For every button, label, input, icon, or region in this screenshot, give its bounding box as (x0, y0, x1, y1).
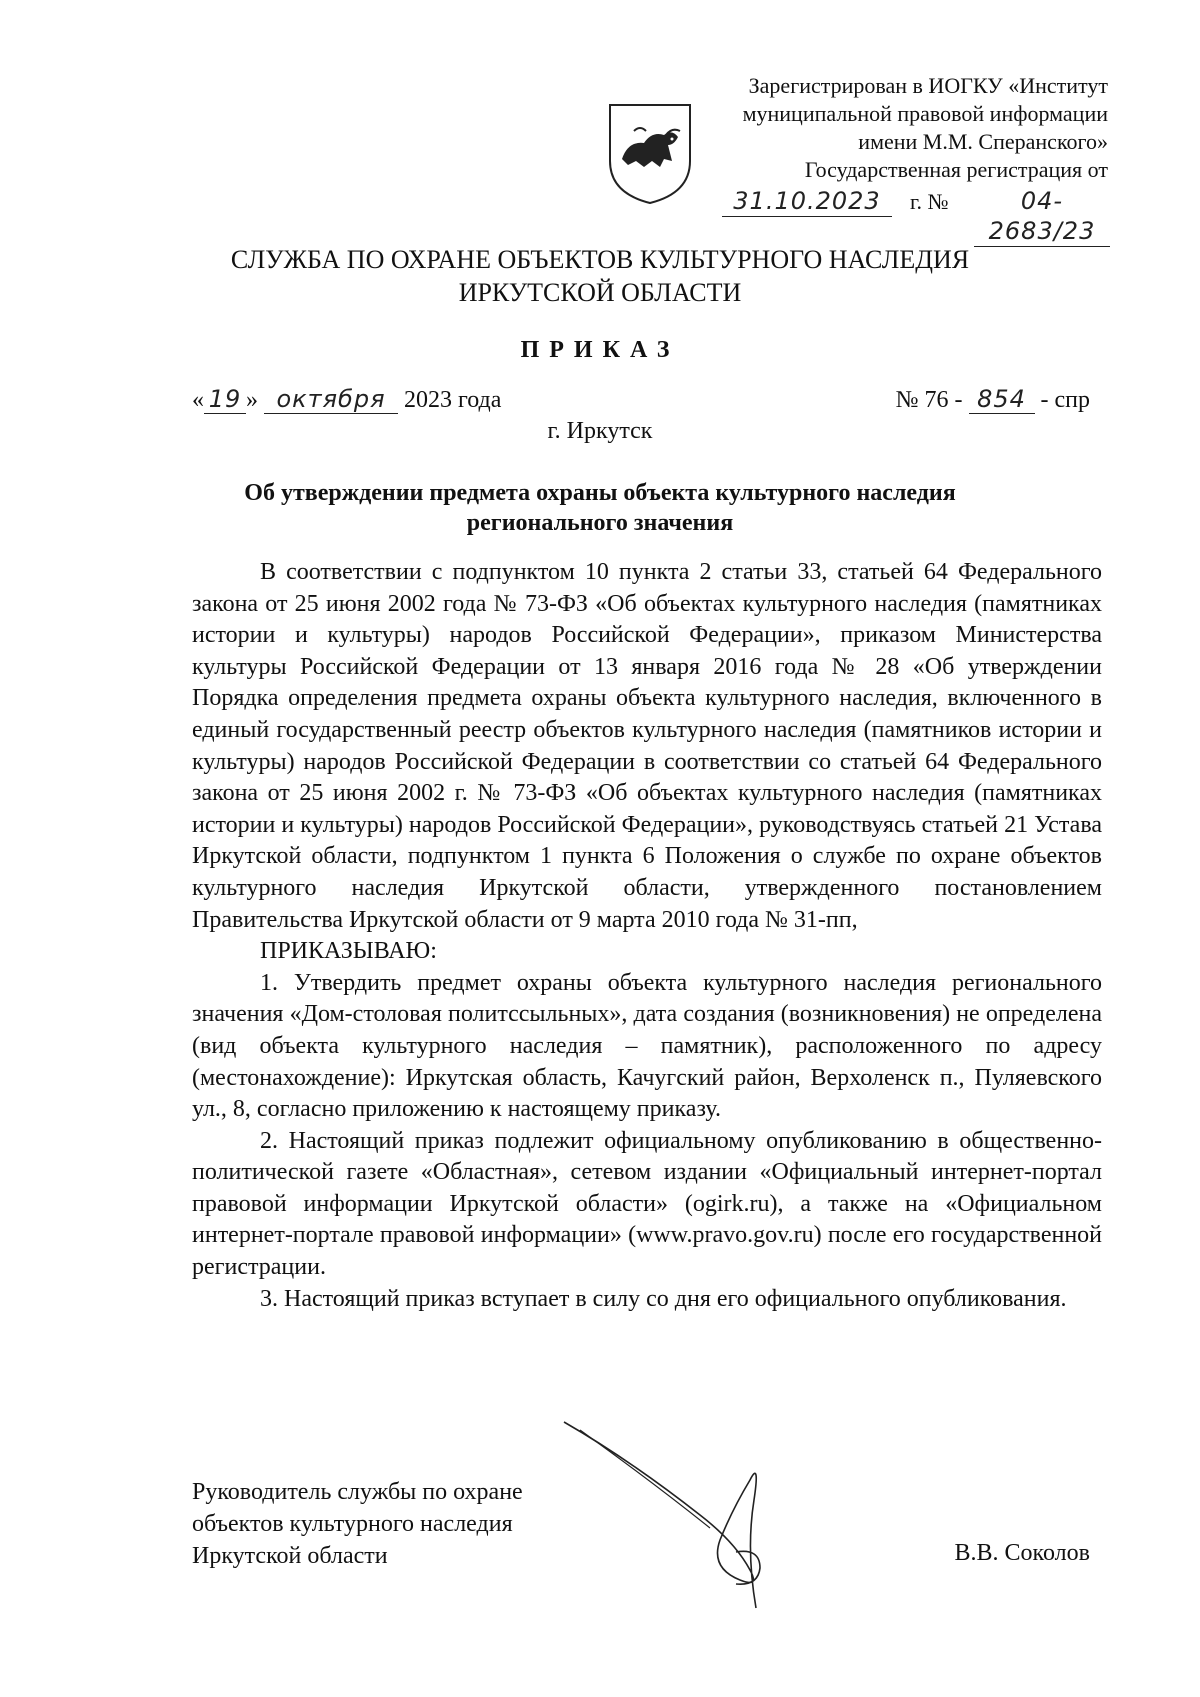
order-number-prefix: № 76 - (895, 387, 963, 413)
registration-number-prefix: г. № (910, 189, 949, 214)
order-number (896, 385, 1090, 414)
date-day: 19 (204, 385, 246, 414)
coat-of-arms-icon (606, 101, 694, 207)
signer-name: В.В. Соколов (954, 1540, 1090, 1566)
registration-number: 04-2683/23 (974, 186, 1110, 247)
order-date (192, 385, 501, 414)
order-body (192, 557, 1102, 1315)
date-open-quote: « (192, 387, 204, 413)
registration-line-4: Государственная регистрация от (804, 157, 1108, 182)
order-item-1: 1. Утвердить предмет охраны объекта культурного наследия регионального значения «Дом-столовая политссыльных», дата создания (возникновения) не определена (вид объекта культурного наследия – памятник), расположенного по адресу (местонахождение): Иркутская область, Качугский район, Верхоленск п., Пуляевского ул., 8, согласно приложению к настоящему приказу. (192, 969, 1102, 1123)
date-year: 2023 года (404, 387, 502, 413)
registration-date: 31.10.2023 (722, 186, 892, 217)
registration-line-2: муниципальной правовой информации (742, 101, 1108, 126)
date-close-quote: » (246, 387, 258, 413)
signer-title-line-3: Иркутской области (192, 1543, 388, 1569)
registration-line-3: имени М.М. Сперанского» (858, 129, 1108, 154)
order-subject (180, 478, 1020, 538)
registration-line-1: Зарегистрирован в ИОГКУ «Институт (748, 73, 1108, 98)
order-number-value: 854 (969, 385, 1035, 414)
handwritten-signature (560, 1420, 820, 1610)
agency-name (0, 243, 1200, 309)
order-number-suffix: - спр (1040, 387, 1090, 413)
agency-name-line-1: СЛУЖБА ПО ОХРАНЕ ОБЪЕКТОВ КУЛЬТУРНОГО НАСЛЕДИЯ (230, 245, 970, 274)
signer-title-line-2: объектов культурного наследия (192, 1511, 513, 1537)
order-item-2: 2. Настоящий приказ подлежит официальному опубликованию в общественно-политической газете «Областная», сетевом издании «Официальный интернет-портал правовой информации Иркутской области» (ogirk.ru), а также на «Официальном интернет-портале правовой информации» (www.pravo.gov.ru) после его государственной регистрации. (192, 1127, 1102, 1281)
order-title: ПРИКАЗ (520, 337, 680, 363)
registration-stamp (688, 72, 1108, 245)
preamble-paragraph: В соответствии с подпунктом 10 пункта 2 статьи 33, статьей 64 Федерального закона от 25 июня 2002 года № 73-ФЗ «Об объектах культурного наследия (памятниках истории и культуры) народов Российской Федерации», приказом Министерства культуры Российской Федерации от 13 января 2016 года № 28 «Об утверждении Порядка определения предмета охраны объекта культурного наследия, включенного в единый государственный реестр объектов культурного наследия (памятников истории и культуры) народов Российской Федерации в соответствии со статьей 64 Федерального закона от 25 июня 2002 г. № 73-ФЗ «Об объектах культурного наследия (памятниках истории и культуры) народов Российской Федерации», руководствуясь статьей 21 Устава Иркутской области, подпунктом 1 пункта 6 Положения о службе по охране объектов культурного наследия Иркутской области, утвержденного постановлением Правительства Иркутской области от 9 марта 2010 года № 31-пп, (192, 559, 1102, 933)
order-word: ПРИКАЗЫВАЮ: (260, 938, 437, 965)
order-item-3: 3. Настоящий приказ вступает в силу со дня его официального опубликования. (260, 1285, 1067, 1312)
subject-line-2: регионального значения (466, 510, 734, 536)
subject-line-1: Об утверждении предмета охраны объекта культурного наследия (244, 480, 956, 506)
registration-date-number (688, 186, 1108, 245)
order-city: г. Иркутск (547, 418, 653, 444)
signer-title-line-1: Руководитель службы по охране (192, 1479, 523, 1505)
signature-block (192, 1476, 523, 1572)
agency-name-line-2: ИРКУТСКОЙ ОБЛАСТИ (458, 278, 742, 307)
date-month: октября (264, 385, 398, 414)
